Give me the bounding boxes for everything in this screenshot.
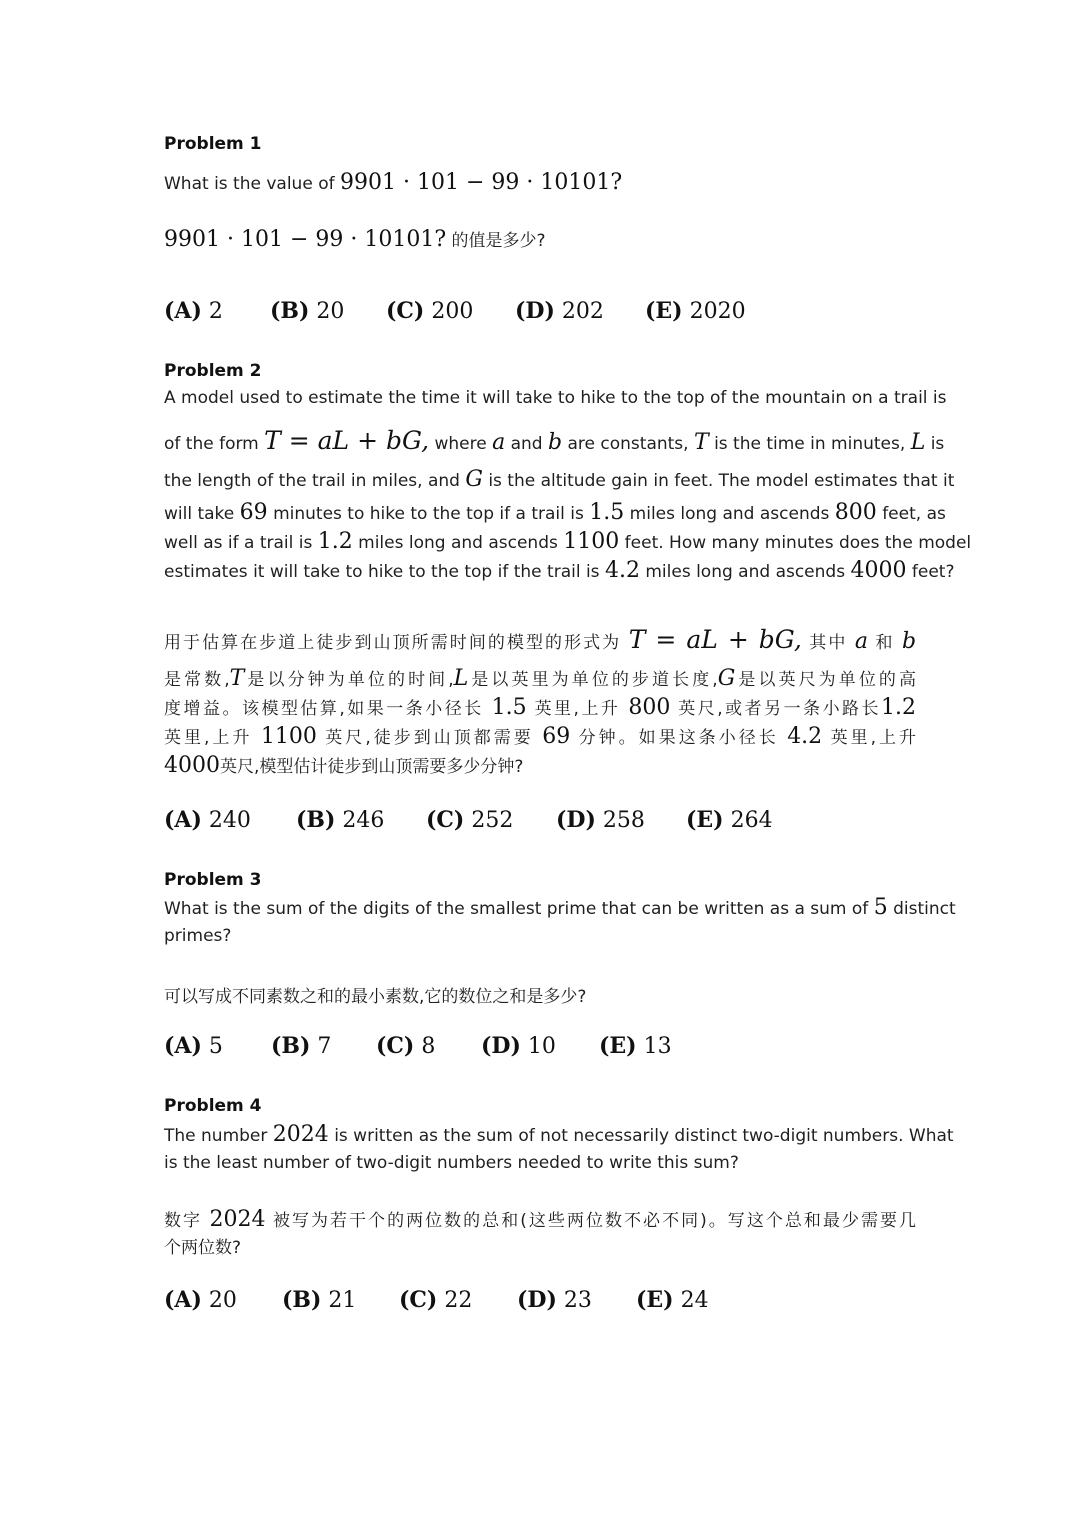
formula: T = aL + bG, [264, 426, 430, 455]
choice-letter: (A) [164, 298, 202, 324]
text-run: feet. How many minutes does the model [624, 533, 972, 553]
choice-a[interactable] [164, 1033, 223, 1059]
choice-a[interactable] [164, 1287, 237, 1313]
question-text: 可以写成不同素数之和的最小素数,它的数位之和是多少? [164, 987, 587, 1007]
math-expression: 9901 · 101 − 99 · 10101? [340, 170, 623, 195]
math-expression: 9901 · 101 − 99 · 10101? [164, 227, 447, 252]
problem-1-question-en [164, 170, 924, 195]
number: 4000 [164, 753, 220, 778]
number: 1.2 [881, 695, 917, 720]
choice-letter: (B) [282, 1287, 322, 1313]
choice-letter: (E) [686, 807, 724, 833]
choice-letter: (D) [517, 1287, 557, 1313]
choice-value: 264 [730, 808, 773, 833]
text-run: 英尺,徒步到山顶都需要 [325, 728, 534, 748]
formula: T = aL + bG, [628, 625, 802, 654]
choice-e[interactable] [599, 1033, 672, 1059]
choice-letter: (E) [599, 1033, 637, 1059]
text-line [164, 893, 956, 922]
choice-d[interactable] [515, 298, 604, 324]
text-run: is the time in minutes, [714, 434, 906, 454]
number: 4.2 [604, 558, 640, 583]
text-run: are constants, [567, 434, 689, 454]
choice-b[interactable] [270, 298, 344, 324]
choice-letter: (B) [271, 1033, 311, 1059]
text-run: estimates it will take to hike to the top if the trail is [164, 562, 600, 582]
problem-2-question-zh [164, 620, 916, 780]
number: 2024 [209, 1207, 266, 1232]
text-line [164, 498, 946, 527]
text-run: 数字 [164, 1211, 203, 1231]
choice-value: 246 [342, 808, 385, 833]
choice-value: 240 [208, 808, 251, 833]
choice-value: 8 [421, 1034, 436, 1059]
number: 69 [542, 724, 571, 749]
choice-value: 7 [317, 1034, 332, 1059]
choice-letter: (A) [164, 807, 202, 833]
choice-letter: (B) [296, 807, 336, 833]
choice-e[interactable] [636, 1287, 709, 1313]
text-line [164, 1120, 954, 1149]
problem-1-question-zh [164, 226, 924, 252]
choice-letter: (C) [399, 1287, 438, 1313]
number: 69 [239, 500, 268, 525]
problem-4-question-en [164, 1120, 954, 1178]
choice-letter: (E) [636, 1287, 674, 1313]
choice-c[interactable] [426, 807, 513, 833]
choice-value: 20 [316, 299, 345, 324]
text-line [164, 527, 972, 556]
number: 1100 [260, 724, 317, 749]
problem-4-heading: Problem 4 [164, 1096, 262, 1116]
number: 800 [628, 695, 671, 720]
choice-value: 2 [208, 299, 223, 324]
text-run: 是以分钟为单位的时间, [244, 670, 454, 690]
text-line [164, 693, 916, 722]
text-run: 用于估算在步道上徒步到山顶所需时间的模型的形式为 [164, 633, 622, 653]
choice-value: 21 [328, 1288, 357, 1313]
text-run: 和 [875, 633, 895, 653]
text-line [164, 620, 916, 664]
text-run: 英尺,模型估计徒步到山顶需要多少分钟? [220, 757, 524, 777]
choice-letter: (A) [164, 1287, 202, 1313]
text-run: What is the sum of the digits of the smallest prime that can be written as a sum of [164, 899, 869, 919]
choice-value: 22 [444, 1288, 473, 1313]
text-run: is [930, 434, 945, 454]
problem-2-question-en [164, 384, 972, 585]
text-run: miles long and ascends [629, 504, 830, 524]
choice-letter: (A) [164, 1033, 202, 1059]
number: 4000 [850, 558, 907, 583]
choice-letter: (C) [376, 1033, 415, 1059]
choice-value: 23 [563, 1288, 592, 1313]
choice-a[interactable] [164, 298, 223, 324]
text-run: 英里,上升 [534, 699, 621, 719]
number: 4.2 [787, 724, 823, 749]
variable: b [901, 629, 917, 654]
number: 800 [834, 500, 877, 525]
text-run: The number [164, 1126, 268, 1146]
text-run: 度增益。该模型估算,如果一条小径长 [164, 699, 484, 719]
text-run: where [434, 434, 487, 454]
choice-value: 5 [208, 1034, 223, 1059]
text-run: 分钟。如果这条小径长 [578, 728, 779, 748]
text-run: 英里,上升 [164, 728, 253, 748]
choice-value: 20 [208, 1288, 237, 1313]
text-run: is written as the sum of not necessarily distinct two-digit numbers. What [334, 1126, 954, 1146]
choice-e[interactable] [686, 807, 773, 833]
text-run: feet? [911, 562, 955, 582]
choice-letter: (D) [556, 807, 596, 833]
question-text: What is the value of [164, 174, 335, 194]
question-text: 的值是多少? [451, 231, 546, 251]
text-run: 是以英尺为单位的高 [735, 670, 917, 690]
variable: T [693, 430, 709, 455]
text-line [164, 459, 955, 498]
variable: T [229, 666, 245, 691]
text-run: well as if a trail is [164, 533, 313, 553]
variable: G [717, 666, 736, 691]
text-line [164, 722, 916, 751]
text-run: miles long and ascends [358, 533, 558, 553]
choice-a[interactable] [164, 807, 251, 833]
choice-d[interactable] [481, 1033, 556, 1059]
variable: L [453, 666, 469, 691]
text-line: A model used to estimate the time it will take to hike to the top of the mountain on a trail is [164, 388, 947, 408]
text-run: 被写为若干个的两位数的总和(这些两位数不必不同)。写这个总和最少需要几 [272, 1211, 917, 1231]
problem-3-heading: Problem 3 [164, 870, 262, 890]
problem-2-heading: Problem 2 [164, 361, 262, 381]
choice-letter: (B) [270, 298, 310, 324]
text-run: is the altitude gain in feet. The model estimates that it [488, 471, 955, 491]
choice-letter: (E) [645, 298, 683, 324]
text-line: is the least number of two-digit numbers needed to write this sum? [164, 1153, 739, 1173]
choice-b[interactable] [296, 807, 384, 833]
problem-4-question-zh [164, 1205, 916, 1263]
text-line [164, 664, 916, 693]
choice-c[interactable] [386, 298, 473, 324]
choice-value: 13 [643, 1034, 672, 1059]
text-run: miles long and ascends [645, 562, 846, 582]
text-line [164, 1205, 916, 1234]
variable: b [548, 430, 563, 455]
text-run: minutes to hike to the top if a trail is [273, 504, 584, 524]
choice-letter: (D) [515, 298, 555, 324]
variable: a [854, 629, 868, 654]
choice-value: 2020 [689, 299, 746, 324]
problem-3-question-zh [164, 982, 924, 1007]
choice-letter: (C) [426, 807, 465, 833]
text-line: primes? [164, 926, 232, 946]
problem-3-question-en [164, 893, 956, 951]
number: 5 [873, 895, 888, 920]
text-line [164, 413, 945, 459]
problem-1-heading: Problem 1 [164, 134, 262, 154]
choice-e[interactable] [645, 298, 746, 324]
number: 1.5 [491, 695, 527, 720]
text-run: the length of the trail in miles, and [164, 471, 460, 491]
variable: a [492, 430, 506, 455]
text-run: 是常数, [164, 670, 230, 690]
number: 1100 [563, 529, 620, 554]
text-run: 英里,上升 [830, 728, 917, 748]
text-line [164, 556, 955, 585]
variable: L [910, 430, 926, 455]
text-run: distinct [893, 899, 956, 919]
choice-d[interactable] [556, 807, 645, 833]
choice-value: 258 [602, 808, 645, 833]
text-run: 是以英里为单位的步道长度, [468, 670, 718, 690]
choice-c[interactable] [399, 1287, 472, 1313]
choice-value: 10 [527, 1034, 556, 1059]
choice-letter: (C) [386, 298, 425, 324]
choice-value: 24 [680, 1288, 709, 1313]
text-run: 其中 [809, 633, 848, 653]
choice-value: 200 [431, 299, 474, 324]
text-run: and [510, 434, 543, 454]
choice-b[interactable] [271, 1033, 331, 1059]
text-run: will take [164, 504, 235, 524]
text-run: of the form [164, 434, 259, 454]
choice-c[interactable] [376, 1033, 435, 1059]
choice-b[interactable] [282, 1287, 356, 1313]
variable: G [465, 467, 483, 492]
text-line: 个两位数? [164, 1238, 242, 1258]
number: 1.5 [589, 500, 625, 525]
number: 1.2 [317, 529, 353, 554]
choice-d[interactable] [517, 1287, 592, 1313]
text-run: 英尺,或者另一条小路长 [678, 699, 882, 719]
choice-value: 252 [471, 808, 514, 833]
choice-letter: (D) [481, 1033, 521, 1059]
choice-value: 202 [561, 299, 604, 324]
number: 2024 [272, 1122, 329, 1147]
text-run: feet, as [882, 504, 946, 524]
text-line [164, 751, 916, 780]
